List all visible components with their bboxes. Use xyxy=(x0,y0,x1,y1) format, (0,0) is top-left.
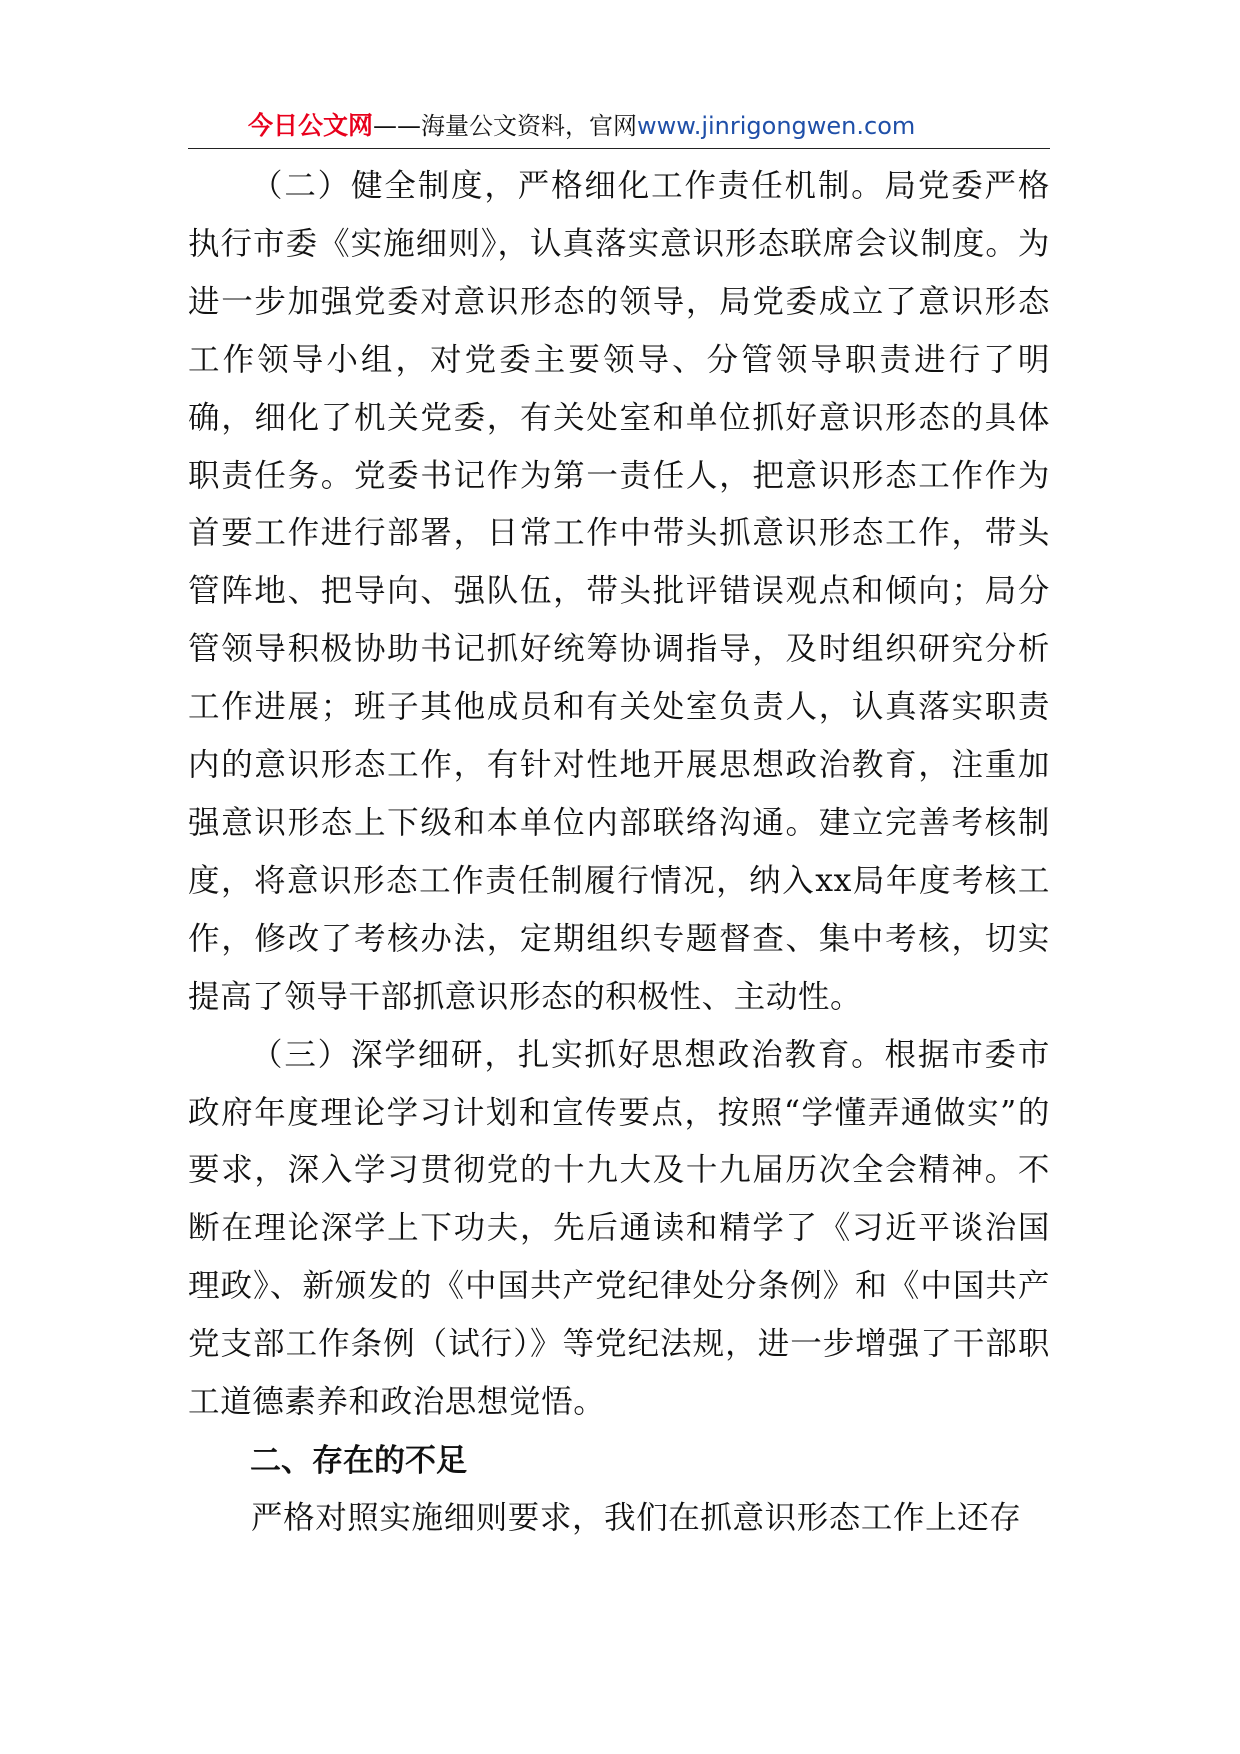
header-tagline: ——海量公文资料，官网 xyxy=(373,112,638,140)
brand-name: 今日公文网 xyxy=(248,111,374,140)
header-banner xyxy=(248,110,915,142)
page-header xyxy=(188,104,1050,149)
paragraph-shortcomings-intro: 严格对照实施细则要求，我们在抓意识形态工作上还存 xyxy=(251,1499,1022,1536)
paragraph-responsibility-mechanism: （二）健全制度，严格细化工作责任机制。局党委严格执行市委《实施细则》，认真落实意识形态联席会议制度。为进一步加强党委对意识形态的领导，局党委成立了意识形态工作领导小组，对党委主要领导、分管领导职责进行了明确，细化了机关党委，有关处室和单位抓好意识形态的具体职责任务。党委书记作为第一责任人，把意识形态工作作为首要工作进行部署，日常工作中带头抓意识形态工作，带头管阵地、把导向、强队伍，带头批评错误观点和倾向；局分管领导积极协助书记抓好统筹协调指导，及时组织研究分析工作进展；班子其他成员和有关处室负责人，认真落实职责内的意识形态工作，有针对性地开展思想政治教育，注重加强意识形态上下级和本单位内部联络沟通。建立完善考核制度，将意识形态工作责任制履行情况，纳入xx局年度考核工作，修改了考核办法，定期组织专题督查、集中考核，切实提高了领导干部抓意识形态的积极性、主动性。 xyxy=(188,168,1050,1015)
paragraph-political-education: （三）深学细研，扎实抓好思想政治教育。根据市委市政府年度理论学习计划和宣传要点，按照“学懂弄通做实”的要求，深入学习贯彻党的十九大及十九届历次全会精神。不断在理论深学上下功夫，先后通读和精学了《习近平谈治国理政》、新颁发的《中国共产党纪律处分条例》和《中国共产党支部工作条例（试行）》等党纪法规，进一步增强了干部职工道德素养和政治思想觉悟。 xyxy=(188,1036,1050,1421)
website-link[interactable]: www.jinrigongwen.com xyxy=(637,112,916,140)
section-heading-shortcomings: 二、存在的不足 xyxy=(250,1442,467,1479)
document-body xyxy=(188,158,1050,1548)
